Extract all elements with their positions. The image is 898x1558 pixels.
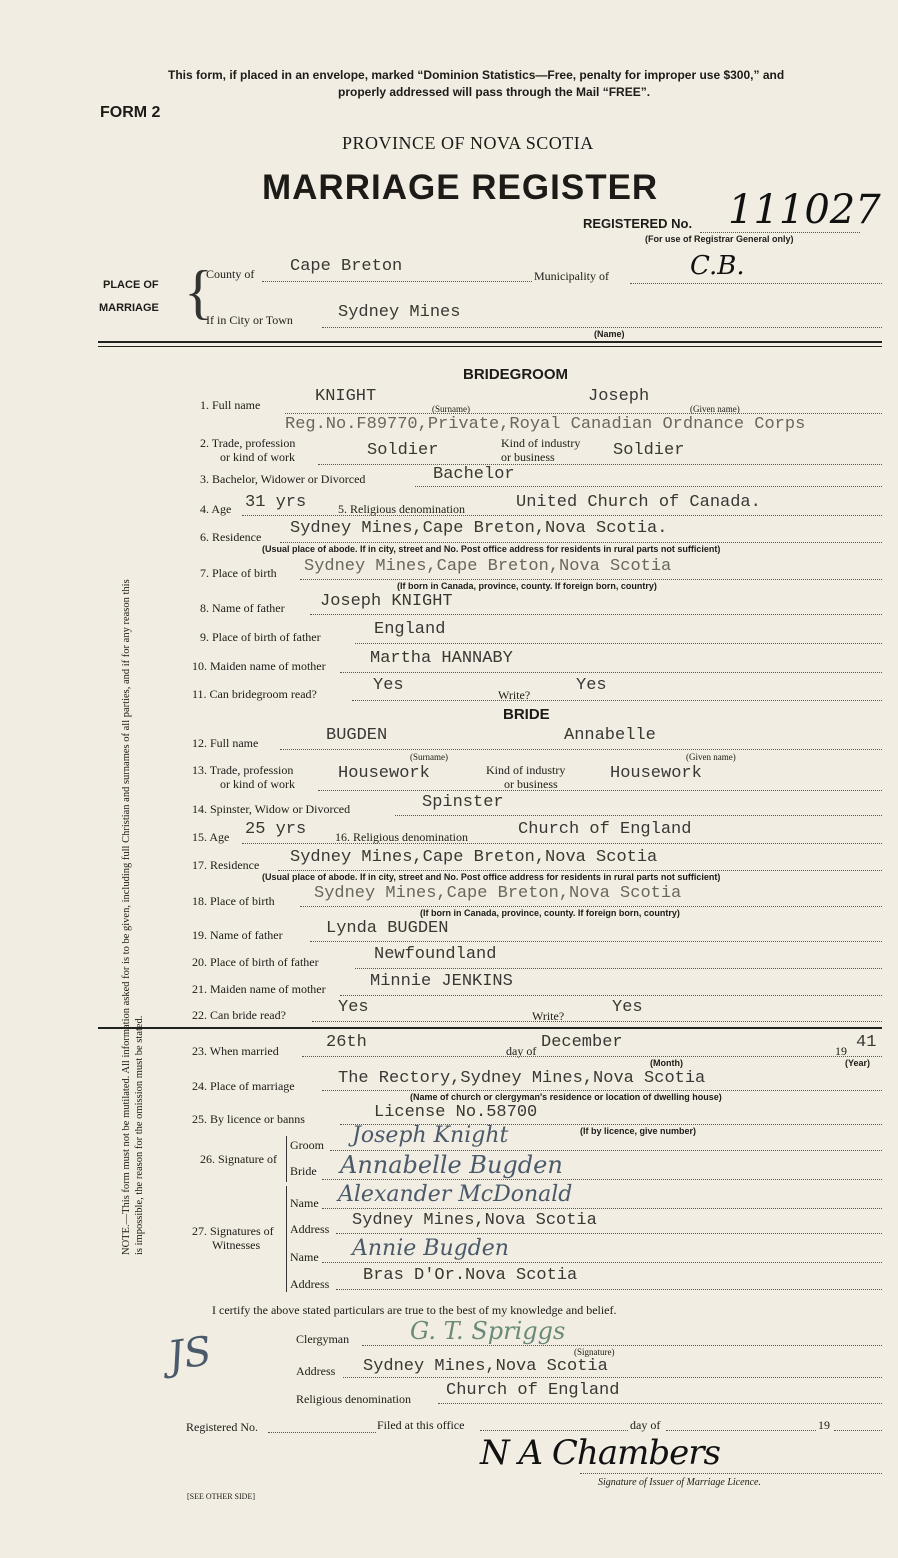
groom-industry-label-2: or business — [501, 450, 555, 464]
groom-father-birth-value: England — [374, 620, 446, 639]
bride-mother-label: 21. Maiden name of mother — [192, 982, 326, 996]
name-caption: (Name) — [594, 329, 625, 339]
birthplace-caption: (If born in Canada, province, county. If foreign born, country) — [397, 581, 657, 591]
see-other-side: [SEE OTHER SIDE] — [187, 1492, 255, 1501]
bride-industry-label-2: or business — [504, 777, 558, 791]
birthplace-caption: (If born in Canada, province, county. If foreign born, country) — [420, 908, 680, 918]
bride-birthplace-value: Sydney Mines,Cape Breton,Nova Scotia — [314, 884, 682, 903]
municipality-label: Municipality of — [534, 269, 609, 283]
brace-decoration: { — [184, 259, 213, 325]
bride-industry-value: Housework — [610, 764, 702, 783]
bride-mother-value: Minnie JENKINS — [370, 972, 513, 991]
bride-religion-value: Church of England — [518, 820, 692, 839]
groom-birthplace-value: Sydney Mines,Cape Breton,Nova Scotia — [304, 557, 672, 576]
witness2-address: Bras D'Or.Nova Scotia — [363, 1266, 578, 1285]
footer-day-of-label: day of — [630, 1418, 661, 1432]
groom-trade-value: Soldier — [367, 441, 439, 460]
bride-read-label: 22. Can bride read? — [192, 1008, 286, 1022]
county-value: Cape Breton — [290, 257, 403, 276]
city-value: Sydney Mines — [338, 303, 461, 322]
filed-label: Filed at this office — [377, 1418, 465, 1432]
bride-given-name: Annabelle — [564, 726, 656, 745]
clergyman-address: Sydney Mines,Nova Scotia — [363, 1357, 608, 1376]
groom-age-value: 31 yrs — [245, 493, 307, 512]
groom-father-value: Joseph KNIGHT — [320, 592, 453, 611]
witness2-address-label: Address — [290, 1277, 330, 1291]
bride-industry-label: Kind of industry — [486, 763, 566, 777]
surname-caption: (Surname) — [410, 752, 448, 762]
place-of-marriage-value: The Rectory,Sydney Mines,Nova Scotia — [338, 1069, 706, 1088]
licence-value: License No.58700 — [374, 1103, 538, 1122]
registrar-note: (For use of Registrar General only) — [645, 234, 794, 244]
bride-trade-label: 13. Trade, profession — [192, 763, 294, 777]
bride-father-label: 19. Name of father — [192, 928, 283, 942]
residence-caption: (Usual place of abode. If in city, street and No. Post office address for residents in rural parts not sufficient) — [262, 544, 721, 554]
side-note: NOTE.—This form must not be mutilated. All information asked for is to be given, including full Christian and surnames of all parties, and if for any reason this is impossible, the reason for the omission must be stated. — [121, 579, 145, 1255]
bride-status-label: 14. Spinster, Widow or Divorced — [192, 802, 351, 816]
groom-age-label: 4. Age — [200, 502, 232, 516]
groom-status-value: Bachelor — [433, 465, 515, 484]
year-prefix: 19 — [835, 1044, 847, 1058]
bride-signature: Annabelle Bugden — [340, 1151, 563, 1179]
bride-signature-label: Bride — [290, 1164, 317, 1178]
groom-industry-label: Kind of industry — [501, 436, 581, 450]
bride-age-label: 15. Age — [192, 830, 230, 844]
groom-mother-label: 10. Maiden name of mother — [192, 659, 326, 673]
bride-write-label: Write? — [532, 1009, 565, 1023]
place-heading-2: MARRIAGE — [99, 302, 159, 314]
month-caption: (Month) — [650, 1058, 683, 1068]
groom-signature-label: Groom — [290, 1138, 324, 1152]
signature-caption: (Signature) — [574, 1347, 615, 1357]
witnesses-label-2: Witnesses — [212, 1238, 261, 1252]
city-label: If in City or Town — [206, 313, 293, 327]
bride-trade-value: Housework — [338, 764, 430, 783]
groom-religion-label: 5. Religious denomination — [338, 502, 465, 516]
groom-industry-value: Soldier — [613, 441, 685, 460]
groom-name-label: 1. Full name — [200, 398, 261, 412]
municipality-value: C.B. — [690, 251, 745, 281]
groom-surname: KNIGHT — [315, 387, 377, 406]
married-month: December — [541, 1033, 623, 1052]
given-caption: (Given name) — [686, 752, 736, 762]
bridegroom-heading: BRIDEGROOM — [463, 366, 568, 383]
witness1-address-label: Address — [290, 1222, 330, 1236]
witness2-name-label: Name — [290, 1250, 319, 1264]
bride-write-value: Yes — [612, 998, 643, 1017]
groom-trade-label-2: or kind of work — [220, 450, 295, 464]
signature-label: 26. Signature of — [200, 1152, 277, 1166]
licence-label: 25. By licence or banns — [192, 1112, 305, 1126]
groom-write-value: Yes — [576, 676, 607, 695]
bride-residence-label: 17. Residence — [192, 858, 260, 872]
margin-initials: JS — [165, 1328, 215, 1380]
married-year: 41 — [856, 1033, 877, 1052]
groom-residence-label: 6. Residence — [200, 530, 262, 544]
day-of-label: day of — [506, 1044, 537, 1058]
residence-caption: (Usual place of abode. If in city, street and No. Post office address for residents in rural parts not sufficient) — [262, 872, 721, 882]
footer-registered-label: Registered No. — [186, 1420, 258, 1434]
witnesses-label: 27. Signatures of — [192, 1224, 274, 1238]
groom-trade-overtype: Reg.No.F89770,Private,Royal Canadian Ordnance Corps — [285, 415, 806, 434]
mail-notice-line-1: This form, if placed in an envelope, marked “Dominion Statistics—Free, penalty for improper use $300,” and — [168, 68, 785, 82]
married-day: 26th — [326, 1033, 367, 1052]
groom-religion-value: United Church of Canada. — [516, 493, 761, 512]
form-number: FORM 2 — [100, 104, 161, 121]
page-title: MARRIAGE REGISTER — [262, 168, 659, 207]
place-heading: PLACE OF — [103, 279, 159, 291]
mail-notice-line-2: properly addressed will pass through the Mail “FREE”. — [338, 85, 651, 99]
bride-read-value: Yes — [338, 998, 369, 1017]
groom-read-value: Yes — [373, 676, 404, 695]
certification-statement: I certify the above stated particulars are true to the best of my knowledge and belief. — [212, 1303, 617, 1317]
place-caption: (Name of church or clergyman's residence or location of dwelling house) — [410, 1092, 722, 1102]
bride-birthplace-label: 18. Place of birth — [192, 894, 275, 908]
issuer-signature: N A Chambers — [480, 1433, 720, 1473]
licence-caption: (If by licence, give number) — [580, 1126, 697, 1136]
place-of-marriage-label: 24. Place of marriage — [192, 1079, 295, 1093]
clergyman-religion: Church of England — [446, 1381, 620, 1400]
bride-surname: BUGDEN — [326, 726, 388, 745]
groom-read-label: 11. Can bridegroom read? — [192, 687, 317, 701]
groom-father-birth-label: 9. Place of birth of father — [200, 630, 321, 644]
clergyman-signature: G. T. Spriggs — [410, 1317, 566, 1345]
bride-father-birth-label: 20. Place of birth of father — [192, 955, 319, 969]
bride-religion-label: 16. Religious denomination — [335, 830, 468, 844]
given-caption: (Given name) — [690, 404, 740, 414]
clergyman-address-label: Address — [296, 1364, 336, 1378]
bride-status-value: Spinster — [422, 793, 504, 812]
province-title: PROVINCE OF NOVA SCOTIA — [342, 133, 594, 153]
groom-status-label: 3. Bachelor, Widower or Divorced — [200, 472, 366, 486]
witness1-address: Sydney Mines,Nova Scotia — [352, 1211, 597, 1230]
groom-signature: Joseph Knight — [352, 1123, 509, 1148]
groom-mother-value: Martha HANNABY — [370, 649, 513, 668]
bride-age-value: 25 yrs — [245, 820, 307, 839]
bride-trade-label-2: or kind of work — [220, 777, 295, 791]
witness1-name-label: Name — [290, 1196, 319, 1210]
issuer-caption: Signature of Issuer of Marriage Licence. — [598, 1477, 761, 1488]
witness2-signature: Annie Bugden — [352, 1236, 509, 1261]
groom-trade-label: 2. Trade, profession — [200, 436, 296, 450]
groom-father-label: 8. Name of father — [200, 601, 285, 615]
bride-name-label: 12. Full name — [192, 736, 259, 750]
groom-residence-value: Sydney Mines,Cape Breton,Nova Scotia. — [290, 519, 668, 538]
bride-heading: BRIDE — [503, 706, 550, 723]
surname-caption: (Surname) — [432, 404, 470, 414]
bride-residence-value: Sydney Mines,Cape Breton,Nova Scotia — [290, 848, 658, 867]
county-label: County of — [206, 267, 255, 281]
witness1-signature: Alexander McDonald — [338, 1182, 573, 1207]
bride-father-value: Lynda BUGDEN — [326, 919, 449, 938]
groom-write-label: Write? — [498, 688, 531, 702]
when-married-label: 23. When married — [192, 1044, 279, 1058]
registered-no-value: 111027 — [728, 187, 881, 233]
groom-birthplace-label: 7. Place of birth — [200, 566, 277, 580]
groom-given-name: Joseph — [588, 387, 650, 406]
clergyman-religion-label: Religious denomination — [296, 1392, 411, 1406]
footer-year-prefix: 19 — [818, 1418, 830, 1432]
clergyman-label: Clergyman — [296, 1332, 350, 1346]
year-caption: (Year) — [845, 1058, 871, 1068]
registered-no-label: REGISTERED No. — [583, 216, 693, 231]
bride-father-birth-value: Newfoundland — [374, 945, 497, 964]
